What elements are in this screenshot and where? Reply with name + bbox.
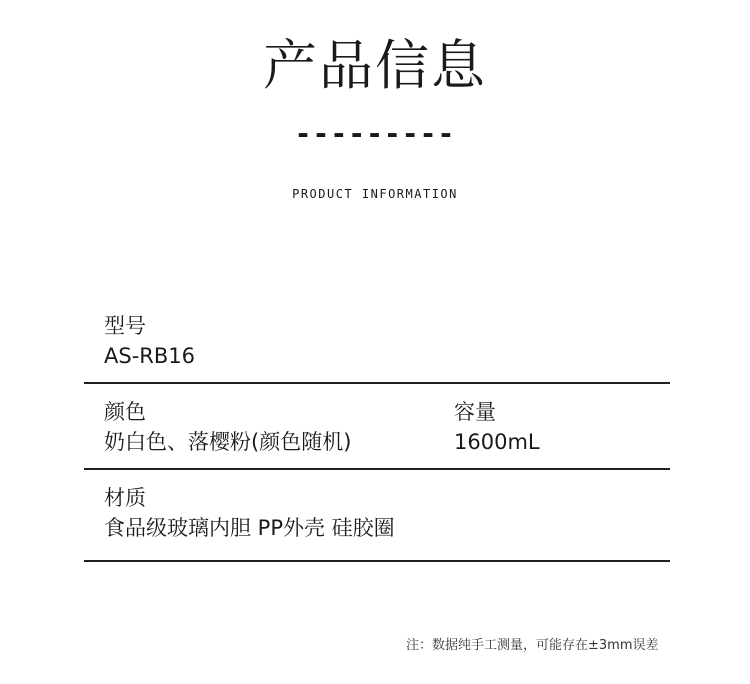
capacity-value: 1600mL — [454, 430, 540, 454]
capacity-label: 容量 — [454, 400, 496, 424]
color-cell — [104, 384, 351, 458]
page-title: 产品信息 — [263, 34, 487, 97]
material-label: 材质 — [104, 486, 146, 510]
spec-row-model — [84, 306, 670, 384]
color-value: 奶白色、落樱粉(颜色随机) — [104, 430, 352, 454]
model-value: AS-RB16 — [104, 344, 195, 368]
model-cell — [104, 306, 195, 372]
title-divider: --------- — [294, 117, 456, 150]
model-label: 型号 — [104, 314, 146, 338]
page-subtitle: PRODUCT INFORMATION — [292, 187, 458, 201]
capacity-cell — [454, 384, 540, 458]
material-cell — [104, 470, 395, 544]
color-label: 颜色 — [104, 400, 146, 424]
spec-row-material — [84, 470, 670, 562]
material-value: 食品级玻璃内胆 PP外壳 硅胶圈 — [104, 516, 395, 540]
measurement-note: 注：数据纯手工测量，可能存在±3mm误差 — [406, 638, 659, 653]
spec-row-color-capacity — [84, 384, 670, 470]
